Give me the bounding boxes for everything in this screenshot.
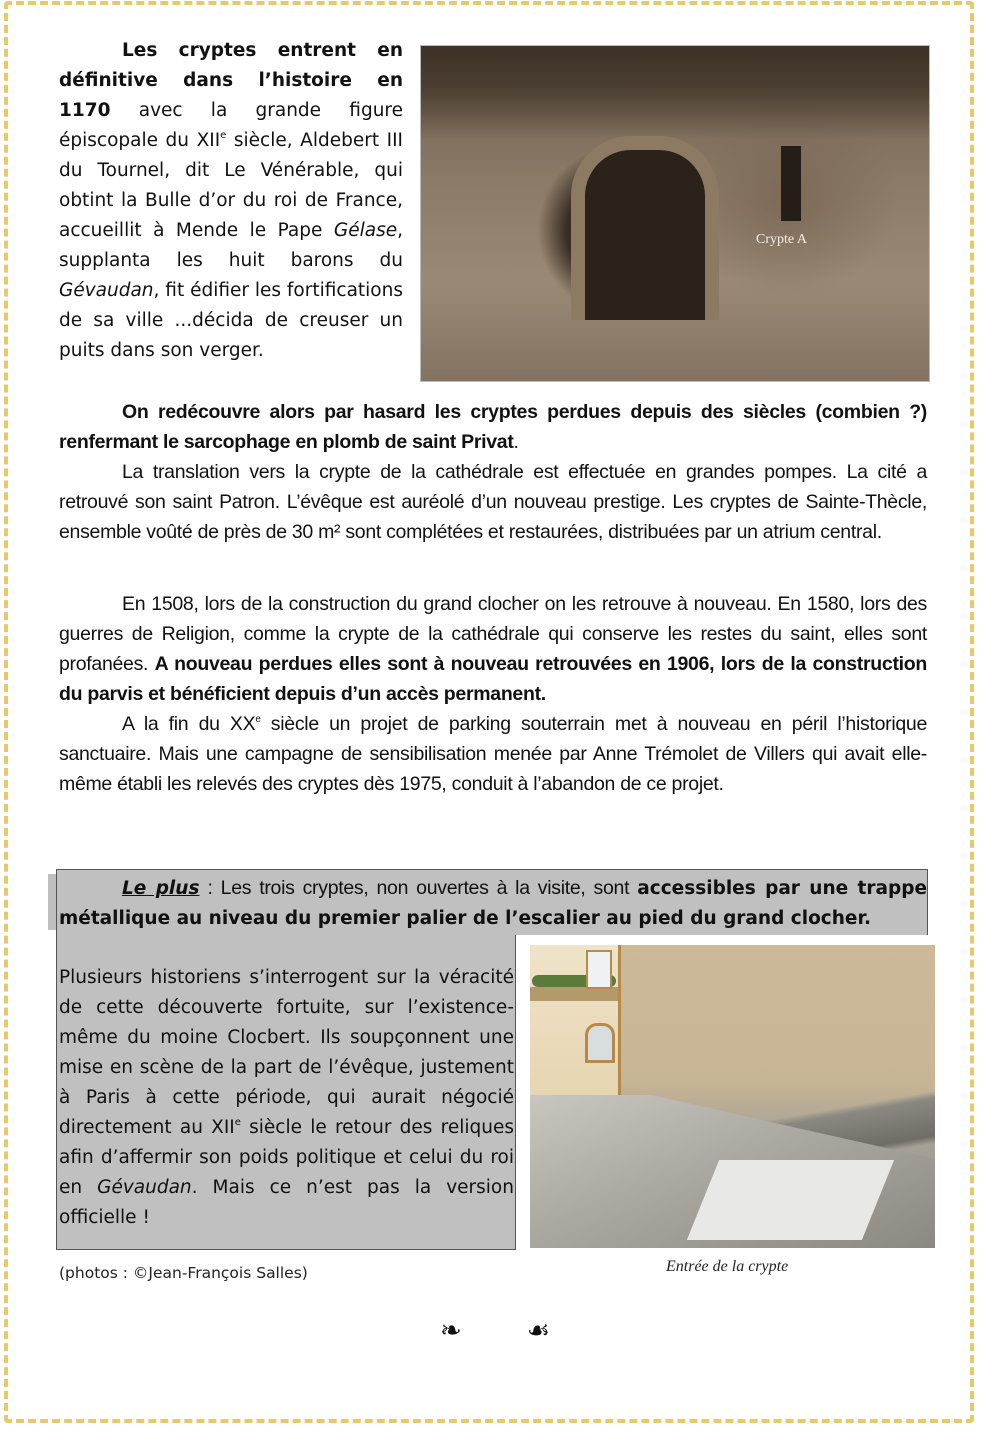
parking-text: siècle un projet de parking souterrain met à nouveau en péril l’historique sanctuaire. Mais une campagne de sensibilisation menée par Anne Trémolet de Villers qui avait elle-même établi les relevés des cryptes dès 1975, conduit à l’abandon de ce projet.: [59, 713, 927, 795]
historians-italic: Gévaudan: [97, 1177, 192, 1198]
paragraph-parking: [59, 709, 927, 799]
intro-bold-lead: Les cryptes entrent en définitive dans l’histoire en 1170: [59, 40, 403, 121]
crypt-window: [781, 146, 801, 221]
crypt-a-photo: [420, 45, 930, 382]
intro-text: , supplanta les huit barons du: [59, 220, 403, 271]
historians-text: Plusieurs historiens s’interrogent sur la véracité de cette découverte fortuite, sur l’existence-même du moine Clocbert. Ils soupçonnent une mise en scène de la part de l’évêque, justement à Paris à cette période, qui aurait négocié directement au XII: [59, 967, 514, 1138]
fleuron-left-icon: ❧: [440, 1316, 462, 1346]
le-plus-bold: accessibles par une trappe métallique au niveau du premier palier de l’escalier au pied du grand clocher.: [59, 878, 928, 929]
parking-text: A la fin du XX: [122, 713, 256, 735]
building-window: [586, 950, 612, 989]
historians-text: . Mais ce n’est pas la version officielle !: [59, 1177, 514, 1228]
discovery-paragraph: [59, 397, 927, 457]
le-plus-label: Le plus: [122, 878, 200, 899]
paragraph-1508-text: En 1508, lors de la construction du grand clocher on les retrouve à nouveau. En 1580, lors des guerres de Religion, comme la crypte de la cathédrale qui conserve les restes du saint, elles sont profanées.: [59, 593, 927, 675]
ornament: [440, 1316, 550, 1346]
stone-arch: [571, 136, 719, 320]
superscript: e: [234, 1117, 241, 1128]
balcony: [530, 987, 618, 1001]
discovery-bold: On redécouvre alors par hasard les cryptes perdues depuis des siècles (combien ?) renfermant le sarcophage en plomb de saint Privat: [59, 401, 927, 453]
le-plus-text: : Les trois cryptes, non ouvertes à la visite, sont: [199, 877, 638, 899]
le-plus-intro: [59, 873, 927, 934]
discovery-end: .: [513, 431, 519, 453]
metal-trapdoor: [687, 1160, 894, 1240]
translation-paragraph: La translation vers la crypte de la cathédrale est effectuée en grandes pompes. La cité a retrouvé son saint Patron. L’évêque est auréolé d’un nouveau prestige. Les cryptes de Sainte-Thècle, ensemble voûté de près de 30 m² sont complétées et restaurées, distribuées par un atrium central.: [59, 461, 927, 543]
intro-italic-gelase: Gélase: [333, 220, 398, 241]
history-section: [59, 589, 927, 799]
superscript: e: [220, 130, 227, 141]
paragraph-1508: [59, 589, 927, 709]
superscript: e: [255, 714, 261, 725]
crypt-entrance-photo: [530, 945, 935, 1248]
le-plus-historians: [59, 963, 514, 1233]
intro-text: , fit édifier les fortifications de sa ville ...décida de creuser un puits dans son verger.: [59, 280, 403, 361]
intro-text: avec la grande figure épiscopale du XII: [59, 100, 403, 151]
building-window: [585, 1023, 615, 1063]
fleuron-right-icon: ☙: [526, 1316, 550, 1346]
entry-photo-caption: Entrée de la crypte: [666, 1258, 789, 1275]
intro-paragraph: [59, 36, 403, 366]
discovery-section: [59, 397, 927, 547]
intro-text: siècle, Aldebert III du Tournel, dit Le Vénérable, qui obtint la Bulle d’or du roi de France, accueillit à Mende le Pape: [59, 130, 404, 241]
historians-text: siècle le retour des reliques afin d’affermir son poids politique et celui du roi en: [59, 1117, 514, 1198]
intro-italic-gevaudan: Gévaudan: [59, 280, 154, 301]
photo-credits: (photos : ©Jean-François Salles): [59, 1264, 308, 1282]
paragraph-1508-bold: A nouveau perdues elles sont à nouveau retrouvées en 1906, lors de la construction du parvis et bénéficient depuis d’un accès permanent.: [59, 653, 927, 705]
crypt-photo-caption: Crypte A: [756, 232, 807, 247]
